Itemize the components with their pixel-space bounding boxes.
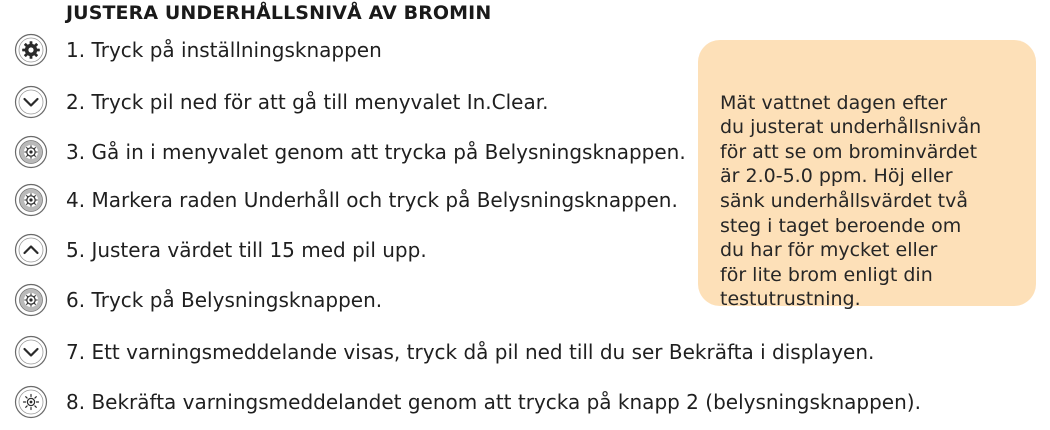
page-title: JUSTERA UNDERHÅLLSNIVÅ AV BROMIN xyxy=(66,2,492,24)
settings-button-icon xyxy=(14,33,48,67)
step-text: 4. Markera raden Underhåll och tryck på Belysningsknappen. xyxy=(66,188,678,212)
step-text: 8. Bekräfta varningsmeddelandet genom att trycka på knapp 2 (belysningsknappen). xyxy=(66,390,921,414)
light-button-icon xyxy=(14,183,48,217)
step-text: 1. Tryck på inställningsknappen xyxy=(66,38,382,62)
instruction-step-4 xyxy=(0,178,678,222)
step-text: 3. Gå in i menyvalet genom att trycka på Belysningsknappen. xyxy=(66,140,686,164)
light-button-icon xyxy=(14,135,48,169)
light-button-icon xyxy=(14,283,48,317)
arrow-down-button-icon xyxy=(14,335,48,369)
step-text: 2. Tryck pil ned för att gå till menyvalet In.Clear. xyxy=(66,90,549,114)
instruction-step-5 xyxy=(0,228,427,272)
step-text: 6. Tryck på Belysningsknappen. xyxy=(66,288,383,312)
instruction-step-3 xyxy=(0,130,686,174)
arrow-up-button-icon xyxy=(14,233,48,267)
instruction-step-1 xyxy=(0,28,382,72)
light-button-icon xyxy=(14,385,48,419)
instruction-step-7 xyxy=(0,330,874,374)
info-note-box xyxy=(698,40,1036,311)
step-text: 5. Justera värdet till 15 med pil upp. xyxy=(66,238,427,262)
info-note-text: Mät vattnet dagen efter du justerat underhållsnivån för att se om brominvärdet är 2.0-5.0 ppm. Höj eller sänk underhållsvärdet två steg i taget beroende om du har för mycket eller för lite brom enligt din testutrustning. xyxy=(720,91,982,311)
arrow-down-button-icon xyxy=(14,85,48,119)
step-text: 7. Ett varningsmeddelande visas, tryck då pil ned till du ser Bekräfta i displayen. xyxy=(66,340,875,364)
instruction-step-8 xyxy=(0,380,921,424)
instruction-step-6 xyxy=(0,278,382,322)
instruction-step-2 xyxy=(0,80,548,124)
